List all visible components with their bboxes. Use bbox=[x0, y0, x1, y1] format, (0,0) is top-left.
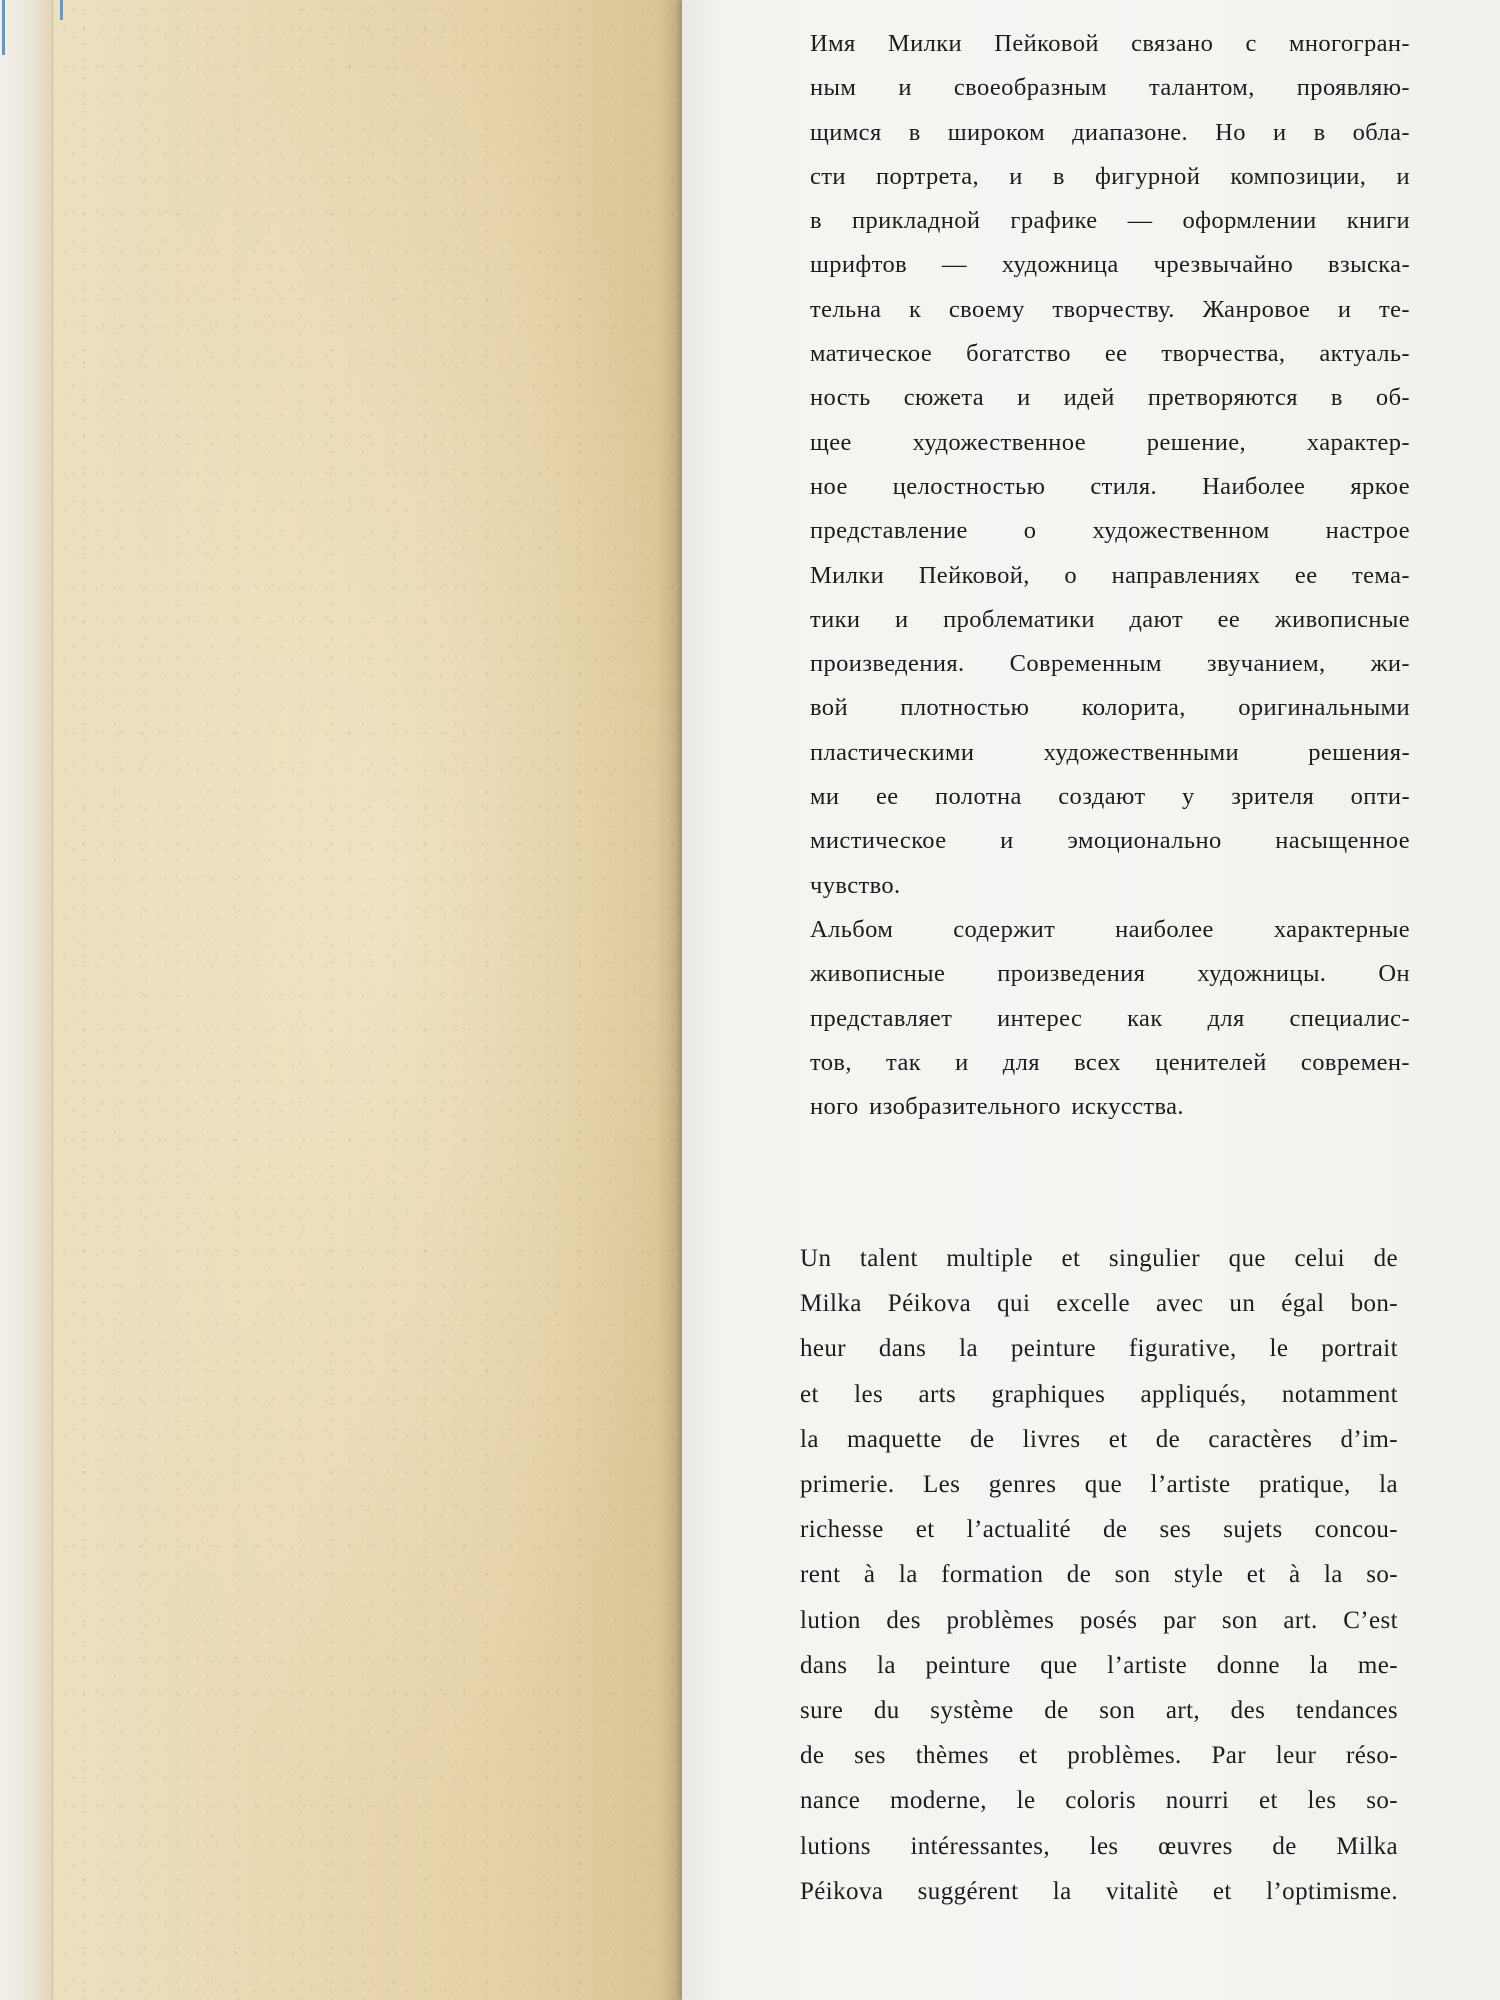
text-line: чувство. bbox=[810, 871, 901, 899]
text-line: живописные произведения художницы. Он bbox=[810, 960, 1410, 988]
text-line: представление о художественном настрое bbox=[810, 517, 1410, 545]
text-line: Un talent multiple et singulier que celui de bbox=[800, 1245, 1398, 1272]
text-line: ным и своеобразным талантом, проявляю- bbox=[810, 74, 1410, 102]
text-line: сти портрета, и в фигурной композиции, и bbox=[810, 162, 1410, 190]
french-text bbox=[800, 1236, 1398, 1914]
text-line: Milka Péikova qui excelle avec un égal bon- bbox=[800, 1290, 1398, 1318]
text-line: ми ее полотна создают у зрителя опти- bbox=[810, 783, 1410, 811]
text-line: richesse et l’actualité de ses sujets concou- bbox=[800, 1516, 1398, 1544]
text-line: вой плотностью колорита, оригинальными bbox=[810, 694, 1410, 722]
french-paragraph-1 bbox=[800, 1236, 1398, 1914]
russian-text bbox=[810, 22, 1410, 1129]
text-line: матическое богатство ее творчества, актуаль- bbox=[810, 340, 1410, 368]
text-line: rent à la formation de son style et à la so- bbox=[800, 1561, 1398, 1589]
text-line: la maquette de livres et de caractères d’im- bbox=[800, 1425, 1398, 1453]
text-line: ное целостностью стиля. Наиболее яркое bbox=[810, 472, 1410, 500]
text-line: пластическими художественными решения- bbox=[810, 738, 1410, 766]
russian-paragraph-2 bbox=[810, 908, 1410, 1129]
text-line: ность сюжета и идей претворяются в об- bbox=[810, 384, 1410, 412]
text-line: Альбом содержит наиболее характерные bbox=[810, 915, 1410, 943]
blue-tab-mark bbox=[2, 0, 5, 55]
text-line: щее художественное решение, характер- bbox=[810, 428, 1410, 456]
text-line: представляет интерес как для специалис- bbox=[810, 1004, 1410, 1032]
text-line: произведения. Современным звучанием, жи- bbox=[810, 650, 1410, 678]
text-line: Имя Милки Пейковой связано с многогран- bbox=[810, 30, 1410, 57]
text-line: тов, так и для всех ценителей современ- bbox=[810, 1048, 1410, 1076]
text-line: тики и проблематики дают ее живописные bbox=[810, 605, 1410, 633]
text-line: ного изобразительного искусства. bbox=[810, 1093, 1184, 1121]
text-line: et les arts graphiques appliqués, notamment bbox=[800, 1380, 1398, 1408]
text-line: тельна к своему творчеству. Жанровое и те- bbox=[810, 295, 1410, 323]
blue-tab-mark-2 bbox=[60, 0, 63, 20]
left-page-edge bbox=[0, 0, 53, 2000]
text-line: lution des problèmes posés par son art. C’est bbox=[800, 1606, 1398, 1634]
text-line: nance moderne, le coloris nourri et les so- bbox=[800, 1787, 1398, 1815]
text-line: de ses thèmes et problèmes. Par leur réso- bbox=[800, 1742, 1398, 1770]
text-line: мистическое и эмоционально насыщенное bbox=[810, 827, 1410, 855]
text-line: heur dans la peinture figurative, le portrait bbox=[800, 1335, 1398, 1363]
text-line: Милки Пейковой, о направлениях ее тема- bbox=[810, 561, 1410, 589]
text-line: lutions intéressantes, les œuvres de Milka bbox=[800, 1832, 1398, 1860]
text-line: Péikova suggérent la vitalitè et l’optimisme. bbox=[800, 1877, 1398, 1905]
text-line: в прикладной графике — оформлении книги bbox=[810, 207, 1410, 235]
russian-paragraph-1 bbox=[810, 22, 1410, 908]
text-line: щимся в широком диапазоне. Но и в обла- bbox=[810, 118, 1410, 146]
text-line: sure du système de son art, des tendances bbox=[800, 1697, 1398, 1725]
text-line: primerie. Les genres que l’artiste pratique, la bbox=[800, 1471, 1398, 1499]
text-line: шрифтов — художница чрезвычайно взыска- bbox=[810, 251, 1410, 279]
text-line: dans la peinture que l’artiste donne la me- bbox=[800, 1651, 1398, 1679]
left-page-blank bbox=[0, 0, 690, 2000]
